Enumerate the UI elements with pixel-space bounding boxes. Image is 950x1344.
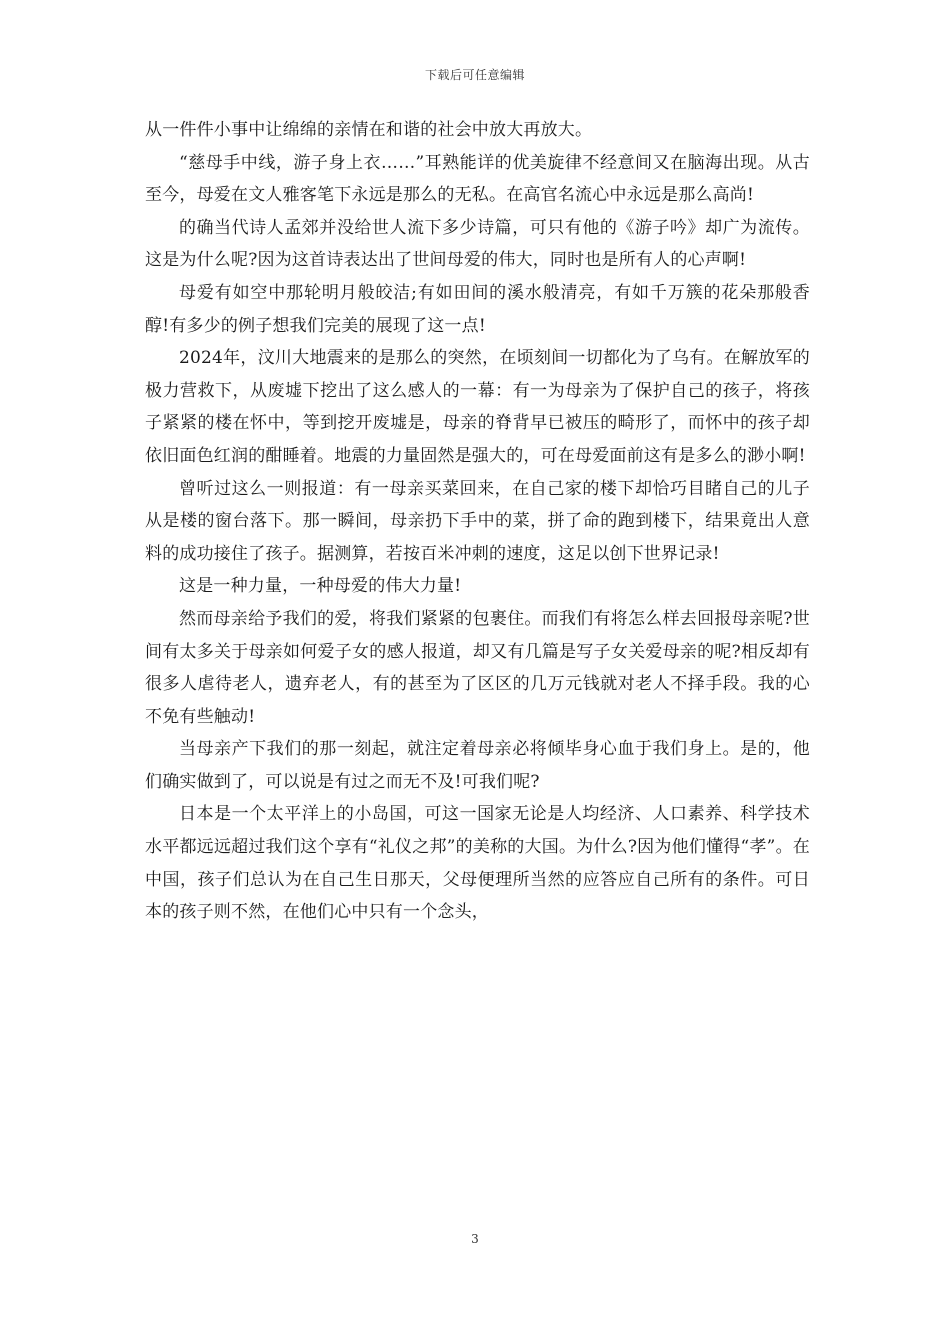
paragraph: 母爱有如空中那轮明月般皎洁;有如田间的溪水般清亮，有如千万簇的花朵那般香醇!有多少的例子想我们完美的展现了这一点! (145, 282, 810, 336)
paragraph: 曾听过这么一则报道：有一母亲买菜回来，在自己家的楼下却恰巧目睹自己的儿子从是楼的窗台落下。那一瞬间，母亲扔下手中的菜，拼了命的跑到楼下，结果竟出人意料的成功接住了孩子。据测算，若按百米冲刺的速度，这足以创下世界记录! (145, 478, 810, 564)
page-header: 下载后可任意编辑 (424, 68, 525, 82)
paragraph: 这是一种力量，一种母爱的伟大力量! (179, 576, 462, 597)
page-number: 3 (471, 1232, 479, 1246)
paragraph: 日本是一个太平洋上的小岛国，可这一国家无论是人均经济、人口素养、科学技术水平都远远超过我们这个享有“礼仪之邦”的美称的大国。为什么?因为他们懂得“孝”。在中国，孩子们总认为在自己生日那天，父母便理所当然的应答应自己所有的条件。可日本的孩子则不然，在他们心中只有一个念头， (145, 804, 810, 923)
paragraph: 然而母亲给予我们的爱，将我们紧紧的包裹住。而我们有将怎么样去回报母亲呢?世间有太多关于母亲如何爱子女的感人报道，却又有几篇是写子女关爱母亲的呢?相反却有很多人虐待老人，遗弃老人，有的甚至为了区区的几万元钱就对老人不择手段。我的心不免有些触动! (145, 608, 810, 727)
paragraph: 2024年，汶川大地震来的是那么的突然，在顷刻间一切都化为了乌有。在解放军的极力营救下，从废墟下挖出了这么感人的一幕：有一为母亲为了保护自己的孩子，将孩子紧紧的楼在怀中，等到挖开废墟是，母亲的脊背早已被压的畸形了，而怀中的孩子却依旧面色红润的酣睡着。地震的力量固然是强大的，可在母爱面前这有是多么的渺小啊! (145, 348, 810, 466)
paragraph: 的确当代诗人孟郊并没给世人流下多少诗篇，可只有他的《游子吟》却广为流传。这是为什么呢?因为这首诗表达出了世间母爱的伟大，同时也是所有人的心声啊! (145, 217, 810, 271)
paragraph: “慈母手中线，游子身上衣……”耳熟能详的优美旋律不经意间又在脑海出现。从古至今，母爱在文人雅客笔下永远是那么的无私。在高官名流心中永远是那么高尚! (145, 152, 810, 206)
paragraph: 从一件件小事中让绵绵的亲情在和谐的社会中放大再放大。 (145, 120, 593, 140)
document-body (145, 114, 810, 929)
paragraph: 当母亲产下我们的那一刻起，就注定着母亲必将倾毕身心血于我们身上。是的，他们确实做到了，可以说是有过之而无不及!可我们呢? (145, 739, 810, 792)
